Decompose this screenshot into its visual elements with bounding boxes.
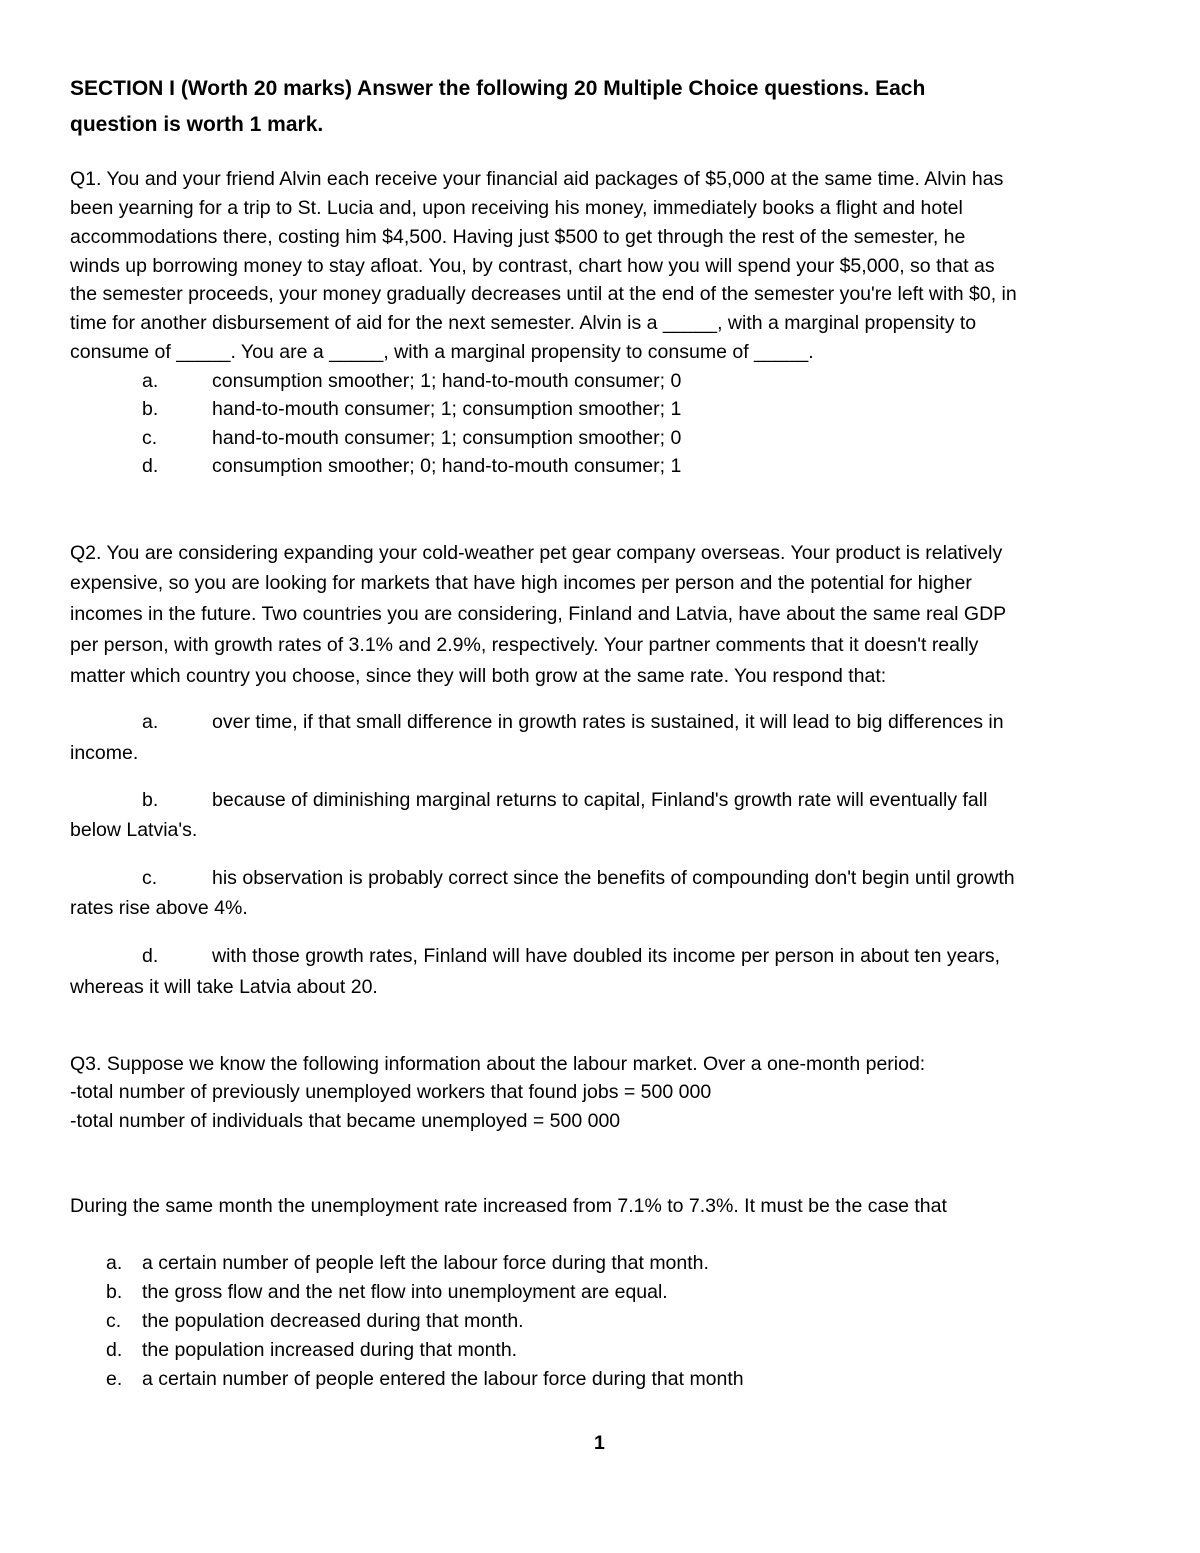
q2-option-d-label: d. <box>142 945 159 967</box>
q2-stem-line: matter which country you choose, since they will both grow at the same rate. You respond that: <box>70 665 887 687</box>
q1-option-b: hand-to-mouth consumer; 1; consumption smoother; 1 <box>212 398 682 420</box>
q2-option-d: with those growth rates, Finland will have doubled its income per person in about ten years, <box>212 945 1001 967</box>
q1-option-a: consumption smoother; 1; hand-to-mouth consumer; 0 <box>212 370 682 392</box>
q2-stem-line: per person, with growth rates of 3.1% and 2.9%, respectively. Your partner comments that it doesn't really <box>70 634 979 656</box>
q1-option-a-label: a. <box>142 370 159 392</box>
q2-option-c-label: c. <box>142 867 158 889</box>
q2-option-d-cont: whereas it will take Latvia about 20. <box>70 976 378 998</box>
q2-option-b: because of diminishing marginal returns to capital, Finland's growth rate will eventually fall <box>212 789 988 811</box>
q1-stem-line: winds up borrowing money to stay afloat. You, by contrast, chart how you will spend your $5,000, so that as <box>70 255 995 277</box>
q1-stem-line: the semester proceeds, your money gradually decreases until at the end of the semester you're left with $0, in <box>70 283 1017 305</box>
q3-stem-line: Q3. Suppose we know the following information about the labour market. Over a one-month period: <box>70 1053 926 1075</box>
q1-option-c: hand-to-mouth consumer; 1; consumption smoother; 0 <box>212 427 682 449</box>
q2-option-c: his observation is probably correct since the benefits of compounding don't begin until growth <box>212 867 1015 889</box>
q3-option-a-label: a. <box>106 1252 123 1274</box>
q3-prompt: During the same month the unemployment rate increased from 7.1% to 7.3%. It must be the case that <box>70 1195 947 1217</box>
q2-stem-line: expensive, so you are looking for markets that have high incomes per person and the potential for higher <box>70 572 972 594</box>
q1-option-c-label: c. <box>142 427 158 449</box>
q2-option-a-label: a. <box>142 711 159 733</box>
q2-option-b-label: b. <box>142 789 159 811</box>
q3-option-a: a certain number of people left the labour force during that month. <box>142 1252 709 1274</box>
page-number: 1 <box>594 1432 605 1454</box>
q3-stem-line: -total number of previously unemployed workers that found jobs = 500 000 <box>70 1081 712 1103</box>
q1-stem-line: consume of _____. You are a _____, with a marginal propensity to consume of _____. <box>70 341 814 363</box>
q1-stem-line: time for another disbursement of aid for the next semester. Alvin is a _____, with a marginal propensity to <box>70 312 977 334</box>
q3-option-b-label: b. <box>106 1281 123 1303</box>
q3-stem-line: -total number of individuals that became unemployed = 500 000 <box>70 1110 621 1132</box>
q2-stem-line: incomes in the future. Two countries you are considering, Finland and Latvia, have about the same real GDP <box>70 603 1007 625</box>
q3-option-e-label: e. <box>106 1368 123 1390</box>
q3-option-b: the gross flow and the net flow into unemployment are equal. <box>142 1281 668 1303</box>
q3-option-c-label: c. <box>106 1310 122 1332</box>
q1-option-b-label: b. <box>142 398 159 420</box>
section-title-cont: question is worth 1 mark. <box>70 113 324 136</box>
q1-option-d: consumption smoother; 0; hand-to-mouth consumer; 1 <box>212 455 682 477</box>
q1-stem-line: Q1. You and your friend Alvin each receive your financial aid packages of $5,000 at the same time. Alvin has <box>70 168 1004 190</box>
q2-option-a-cont: income. <box>70 742 139 764</box>
q2-option-c-cont: rates rise above 4%. <box>70 897 248 919</box>
q3-option-d-label: d. <box>106 1339 123 1361</box>
q2-option-b-cont: below Latvia's. <box>70 819 198 841</box>
section-title: SECTION I (Worth 20 marks) Answer the following 20 Multiple Choice questions. Each <box>70 77 926 100</box>
q1-stem-line: been yearning for a trip to St. Lucia and, upon receiving his money, immediately books a flight and hotel <box>70 197 963 219</box>
q1-stem-line: accommodations there, costing him $4,500. Having just $500 to get through the rest of the semester, he <box>70 226 966 248</box>
q2-stem-line: Q2. You are considering expanding your cold-weather pet gear company overseas. Your product is relatively <box>70 542 1003 564</box>
q1-option-d-label: d. <box>142 455 159 477</box>
q2-option-a: over time, if that small difference in growth rates is sustained, it will lead to big differences in <box>212 711 1004 733</box>
q3-option-d: the population increased during that month. <box>142 1339 518 1361</box>
q3-option-c: the population decreased during that month. <box>142 1310 524 1332</box>
q3-option-e: a certain number of people entered the labour force during that month <box>142 1368 744 1390</box>
